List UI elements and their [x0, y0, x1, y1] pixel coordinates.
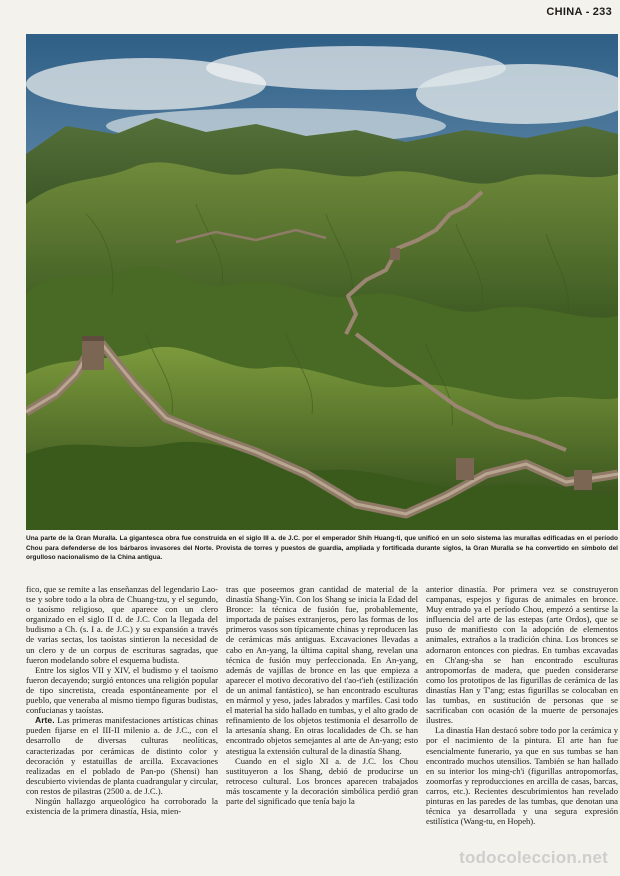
page-header: [546, 6, 612, 18]
paragraph: Ningún hallazgo arqueológico ha corroborado la existencia de la primera dinastía, Hsia, mien-: [26, 795, 218, 817]
section-lead-arte: Arte.: [35, 715, 55, 726]
column-3: [426, 584, 618, 862]
article-body: [26, 584, 618, 862]
paragraph: Entre los siglos VII y XIV, el budismo y el taoísmo fueron decayendo; surgió entonces una religión popular de tipo sincretista, creada espontáneamente por el pueblo, que veneraba al mismo tiempo figuras budistas, confucianas y taoístas.: [26, 664, 218, 716]
column-1: [26, 584, 218, 862]
paragraph: tras que poseemos gran cantidad de material de la dinastía Shang-Yin. Con los Shang se inicia la Edad del Bronce: la técnica de fusión fue, probablemente, importada de países extranjeros, pero las formas de los primeros vasos son típicamente chinas y reproducen las de cerámicas más antiguas. Excavaciones llevadas a cabo en An-yang, la última capital shang, revelan una técnica de fusión muy perfeccionada. En An-yang, además de vajillas de bronce en las que empieza a aparecer el motivo decorativo del t'ao-t'ieh (estilización de un animal fantástico), se han encontrado esculturas en mármol y yeso, jades labrados y marfiles. Casi todo el material ha sido hallado en tumbas, y el alto grado de refinamiento de los objetos testimonia el desarrollo de la artesanía shang. En otras localidades de Ch. se han encontrado objetos semejantes al arte de An-yang; esto atestigua la extensión cultural de la dinastía Shang.: [226, 584, 418, 756]
watermark: todocoleccion.net: [459, 848, 608, 867]
header-separator: -: [585, 6, 590, 18]
great-wall-illustration: [26, 34, 618, 530]
page-number: 233: [592, 6, 612, 18]
section-title: CHINA: [546, 6, 583, 18]
photo-caption: Una parte de la Gran Muralla. La gigantesca obra fue construida en el siglo III a. de J.C. por el emperador Shih Huang-ti, que unificó en un solo sistema las murallas edificadas en el período Chou para defenderse de los bárbaros invasores del Norte. Provista de torres y puestos de guardia, ampliada y fortificada durante siglos, la Gran Muralla se ha convertido en símbolo del orgulloso nacionalismo de la China antigua.: [26, 535, 618, 562]
great-wall-photo: [26, 34, 618, 530]
paragraph-arte: [26, 715, 218, 796]
column-2: [226, 584, 418, 862]
paragraph: anterior dinastía. Por primera vez se construyeron campanas, espejos y figuras de animales en bronce. Muy entrado ya el período Chou, empezó a sentirse la influencia del arte de las estepas (arte Ordos), que se puso de manifiesto con la adopción de elementos animales, extraños a la tradición china. Los bronces se adornaron entonces con piedras. En tumbas excavadas en Ch'ang-sha se han encontrado esculturas antropomorfas de madera, que pueden considerarse como los prototipos de las figurillas de cerámica de las dinastías Han y T'ang; estas figurillas se colocaban en las tumbas, en sustitución de personas que se sacrificaban con ocasión de la muerte de personajes ilustres.: [426, 584, 618, 726]
paragraph: La dinastía Han destacó sobre todo por la cerámica y por el nacimiento de la pintura. El arte han fue esencialmente funerario, ya que en sus tumbas se han encontrado muchos utensilios. También se han hallado en su interior los ming-ch'i (figurillas antropomorfas, zoomorfas y reproducciones en arcilla de casas, barcas, carros, etc.). Recientes descubrimientos han revelado pinturas en las paredes de las tumbas, que denotan una técnica ya desarrollada y una segura expresión estilística (Wang-tu, en Hopeh).: [426, 725, 618, 827]
paragraph-text: Las primeras manifestaciones artísticas chinas pueden fijarse en el III-II milenio a. de J.C., con el desarrollo de diversas culturas neolíticas, caracterizadas por cerámicas de distinto color y decoración y estatuillas de arcilla. Excavaciones realizadas en el poblado de Pan-po (Shensi) han descubierto viviendas de planta cuadrangular y circular, con restos de pilastras (2500 a. de J.C.).: [26, 715, 218, 796]
paragraph: Cuando en el siglo XI a. de J.C. los Chou sustituyeron a los Shang, debió de producirse un retroceso cultural. Los bronces aparecen trabajados más toscamente y la decoración simbólica perdió gran parte del significado que tenía bajo la: [226, 755, 418, 806]
paragraph: fico, que se remite a las enseñanzas del legendario Lao-tse y sobre todo a la obra de Chuang-tzu, y el segundo, o taoísmo religioso, que aparece con un clero organizado en el siglo II d. de J.C. Con la llegada del budismo a Ch. (s. I a. de J.C.) y su expansión a través de varias sectas, los taoístas sintieron la necesidad de un clero y de un corpus de escrituras sagradas, que fueron modelando sobre el esquema budista.: [26, 584, 218, 665]
